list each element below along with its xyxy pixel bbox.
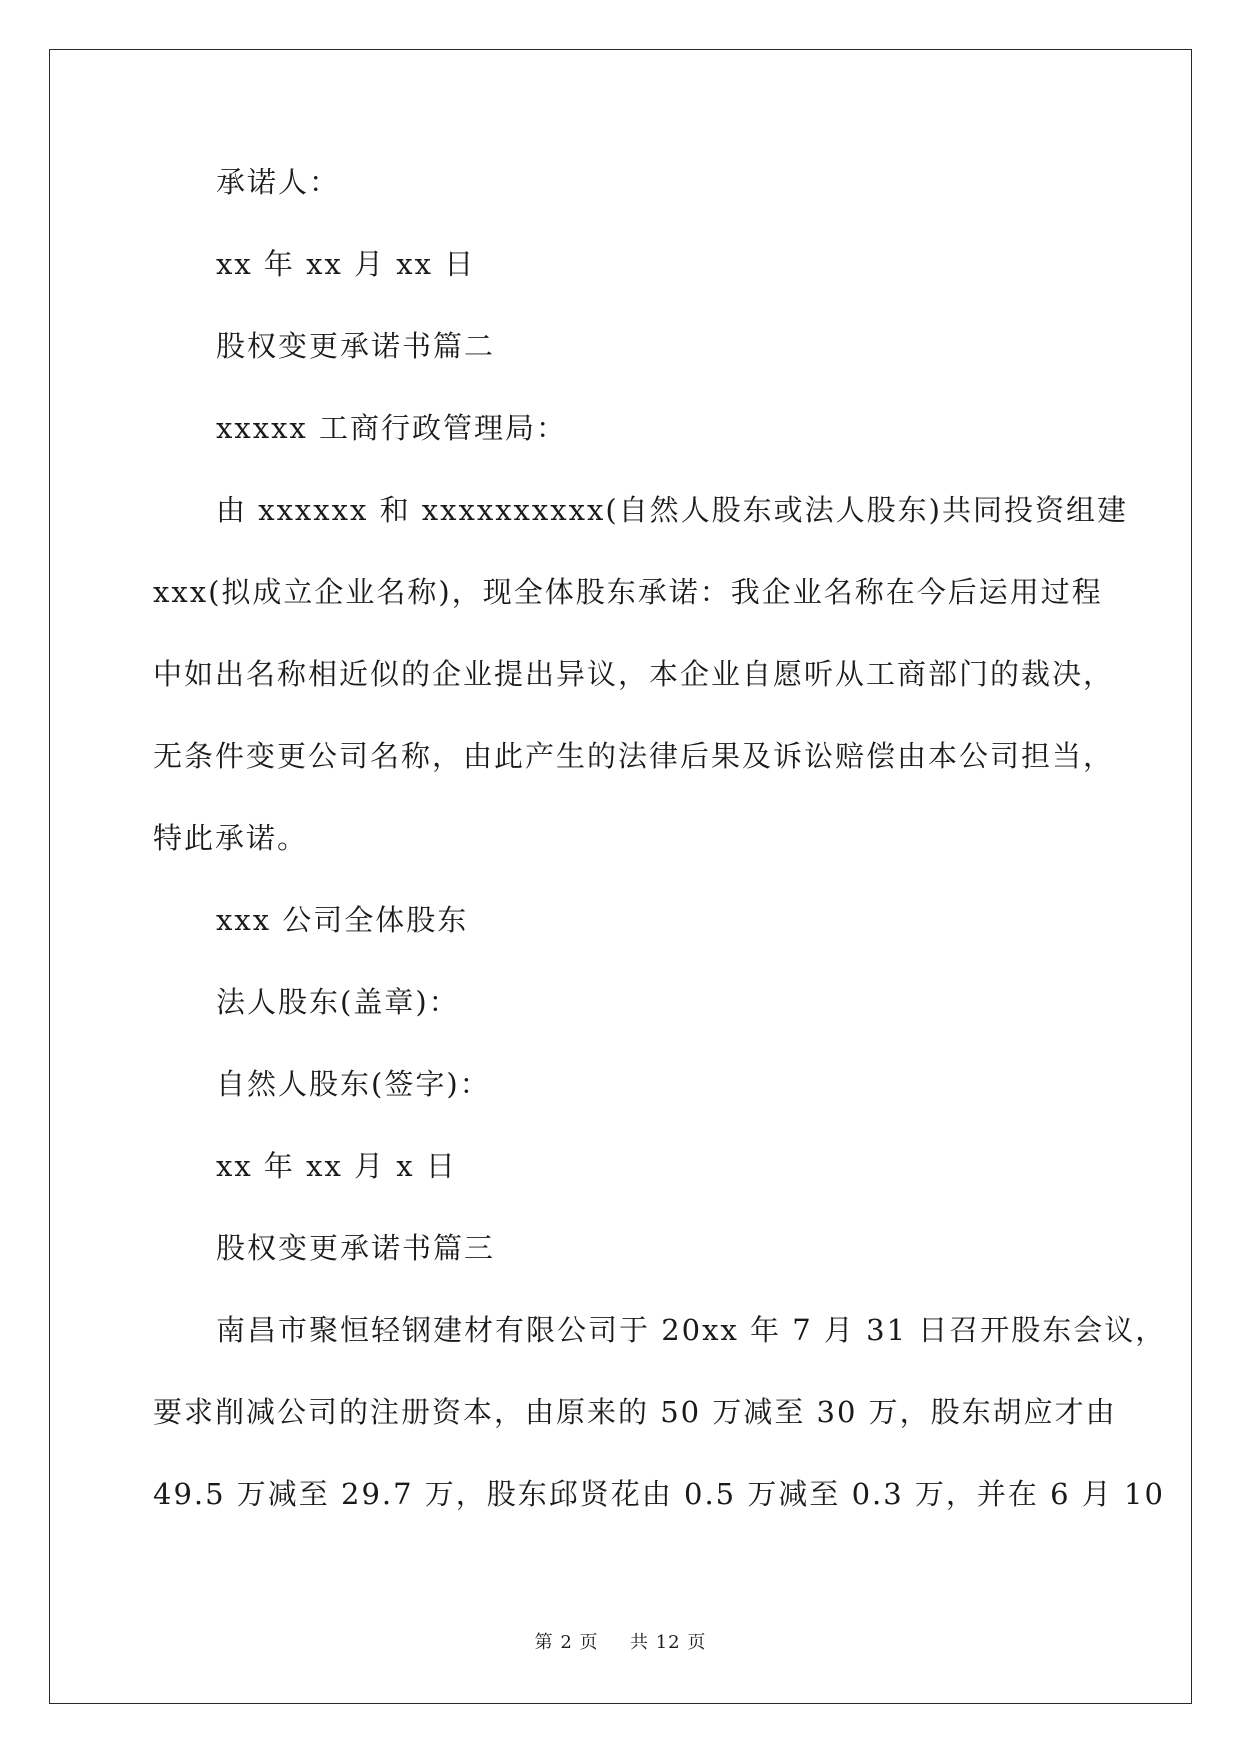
legal-shareholder-seal: 法人股东(盖章)：: [216, 985, 460, 1019]
paragraph-line: 由 xxxxxx 和 xxxxxxxxxx(自然人股东或法人股东)共同投资组建: [216, 493, 1128, 527]
paragraph-line: 要求削减公司的注册资本，由原来的 50 万减至 30 万，股东胡应才由: [153, 1395, 1117, 1429]
date-line: xx 年 xx 月 xx 日: [216, 247, 476, 281]
addressee: xxxxx 工商行政管理局：: [216, 411, 567, 445]
page-total: 共 12 页: [630, 1632, 707, 1653]
paragraph-line: 49.5 万减至 29.7 万，股东邱贤花由 0.5 万减至 0.3 万，并在 6 月 10: [153, 1477, 1165, 1511]
page-number: 第 2 页: [534, 1632, 599, 1653]
document-body: [153, 164, 1167, 1558]
page-footer: [0, 1628, 1241, 1654]
paragraph-line: xxx(拟成立企业名称)，现全体股东承诺：我企业名称在今后运用过程: [153, 575, 1103, 609]
paragraph-line: 无条件变更公司名称，由此产生的法律后果及诉讼赔偿由本公司担当，: [153, 739, 1115, 773]
paragraph-line: 中如出名称相近似的企业提出异议，本企业自愿听从工商部门的裁决，: [153, 657, 1115, 691]
natural-shareholder-signature: 自然人股东(签字)：: [216, 1067, 491, 1101]
paragraph-line: 南昌市聚恒轻钢建材有限公司于 20xx 年 7 月 31 日召开股东会议，: [216, 1313, 1167, 1347]
paragraph-line: 特此承诺。: [153, 821, 309, 855]
signatory-label: 承诺人：: [216, 165, 341, 199]
company-shareholders: xxx 公司全体股东: [216, 903, 469, 937]
section-heading: 股权变更承诺书篇二: [216, 329, 496, 363]
section-heading: 股权变更承诺书篇三: [216, 1231, 496, 1265]
date-line: xx 年 xx 月 x 日: [216, 1149, 457, 1183]
